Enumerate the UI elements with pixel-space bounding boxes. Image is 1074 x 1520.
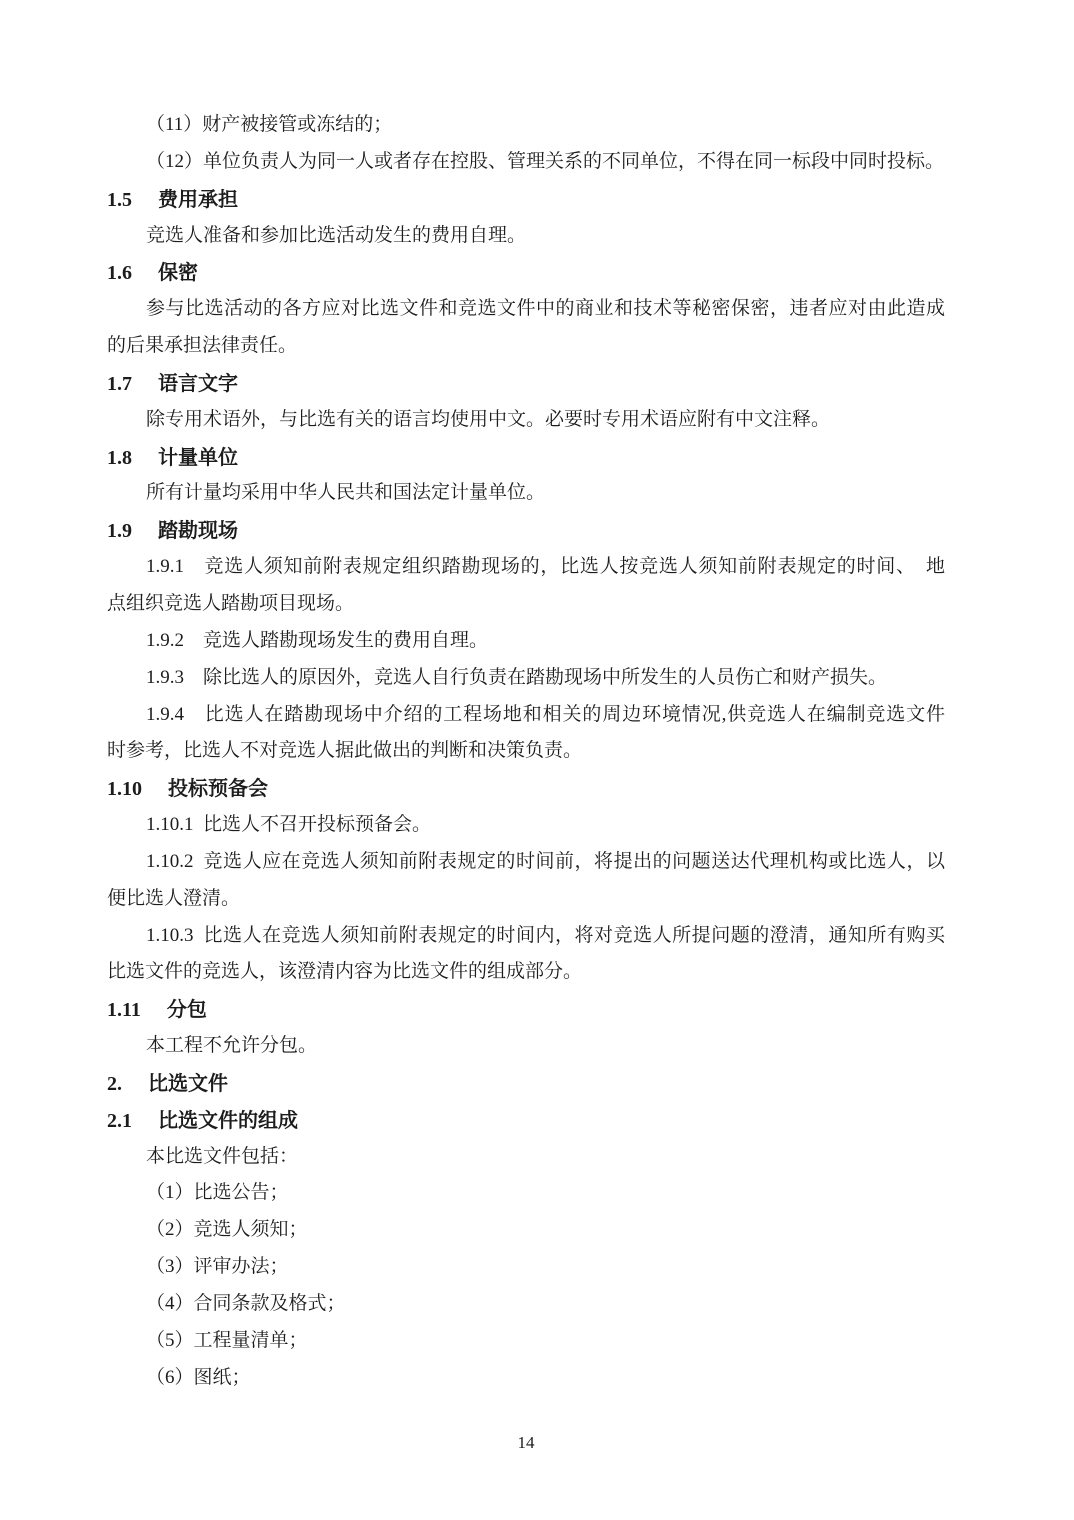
heading-number: 1.5 xyxy=(107,188,132,211)
heading-title: 保密 xyxy=(158,260,198,285)
section-heading xyxy=(107,991,945,1028)
paragraph-line: 1.10.2 竞选人应在竞选人须知前附表规定的时间前，将提出的问题送达代理机构或比选人，以 xyxy=(146,850,945,872)
paragraph-line: 所有计量均采用中华人民共和国法定计量单位。 xyxy=(146,482,546,504)
list-item: （2）竞选人须知； xyxy=(146,1219,308,1241)
heading-title: 踏勘现场 xyxy=(158,518,238,543)
list-item: （5）工程量清单； xyxy=(146,1329,308,1351)
heading-title: 计量单位 xyxy=(158,444,238,469)
heading-title: 分包 xyxy=(166,997,207,1022)
paragraph-line: 本比选文件包括： xyxy=(146,1145,299,1167)
section-heading xyxy=(107,1065,945,1102)
heading-number: 1.11 xyxy=(107,999,141,1022)
paragraph-line: 1.10.3 比选人在竞选人须知前附表规定的时间内，将对竞选人所提问题的澄清，通知所有购买 xyxy=(146,924,945,946)
paragraph-line: 本工程不允许分包。 xyxy=(146,1035,318,1057)
paragraph-line: 1.10.1 比选人不召开投标预备会。 xyxy=(146,814,432,836)
heading-title: 语言文字 xyxy=(158,370,238,395)
section-heading xyxy=(107,770,945,807)
paragraph-line: 参与比选活动的各方应对比选文件和竞选文件中的商业和技术等秘密保密，违者应对由此造成 xyxy=(146,298,945,320)
list-item: （6）图纸； xyxy=(146,1366,251,1388)
paragraph-line: （11）财产被接管或冻结的； xyxy=(146,114,393,135)
heading-number: 1.8 xyxy=(107,446,132,469)
heading-number: 2.1 xyxy=(107,1109,132,1132)
heading-number: 1.7 xyxy=(107,372,132,395)
document-content xyxy=(107,107,945,1397)
paragraph-line: 1.9.1 竞选人须知前附表规定组织踏勘现场的，比选人按竞选人须知前附表规定的时间、 地 xyxy=(146,556,945,578)
page-number: 14 xyxy=(517,1433,535,1452)
section-heading xyxy=(107,439,945,476)
list-item: （4）合同条款及格式； xyxy=(146,1293,346,1314)
heading-number: 1.10 xyxy=(107,778,142,801)
section-heading xyxy=(107,181,945,218)
section-heading xyxy=(107,254,945,291)
paragraph-line: 时参考，比选人不对竞选人据此做出的判断和决策负责。 xyxy=(107,740,583,762)
heading-number: 2. xyxy=(107,1072,122,1095)
list-item: （1）比选公告； xyxy=(146,1182,289,1204)
heading-title: 投标预备会 xyxy=(168,776,268,801)
heading-title: 费用承担 xyxy=(158,186,238,211)
heading-number: 1.9 xyxy=(107,520,132,543)
paragraph-line: 的后果承担法律责任。 xyxy=(107,335,298,357)
paragraph-line: 比选文件的竞选人，该澄清内容为比选文件的组成部分。 xyxy=(107,961,583,983)
section-heading xyxy=(107,1102,945,1139)
paragraph-line: 1.9.3 除比选人的原因外，竞选人自行负责在踏勘现场中所发生的人员伤亡和财产损失。 xyxy=(146,666,888,688)
heading-title: 比选文件的组成 xyxy=(158,1107,298,1132)
paragraph-line: 除专用术语外，与比选有关的语言均使用中文。必要时专用术语应附有中文注释。 xyxy=(146,408,831,430)
paragraph-line: 竞选人准备和参加比选活动发生的费用自理。 xyxy=(146,224,527,246)
heading-title: 比选文件 xyxy=(148,1070,228,1095)
paragraph-line: 1.9.2 竞选人踏勘现场发生的费用自理。 xyxy=(146,629,489,651)
list-item: （3）评审办法； xyxy=(146,1256,289,1278)
heading-number: 1.6 xyxy=(107,262,132,285)
paragraph-line: 点组织竞选人踏勘项目现场。 xyxy=(107,592,355,614)
section-heading xyxy=(107,512,945,549)
paragraph-line: 1.9.4 比选人在踏勘现场中介绍的工程场地和相关的周边环境情况,供竞选人在编制竞选文件 xyxy=(146,703,945,725)
paragraph-line: （12）单位负责人为同一人或者存在控股、管理关系的不同单位，不得在同一标段中同时投标。 xyxy=(146,150,945,172)
paragraph-line: 便比选人澄清。 xyxy=(107,887,241,909)
section-heading xyxy=(107,365,945,402)
